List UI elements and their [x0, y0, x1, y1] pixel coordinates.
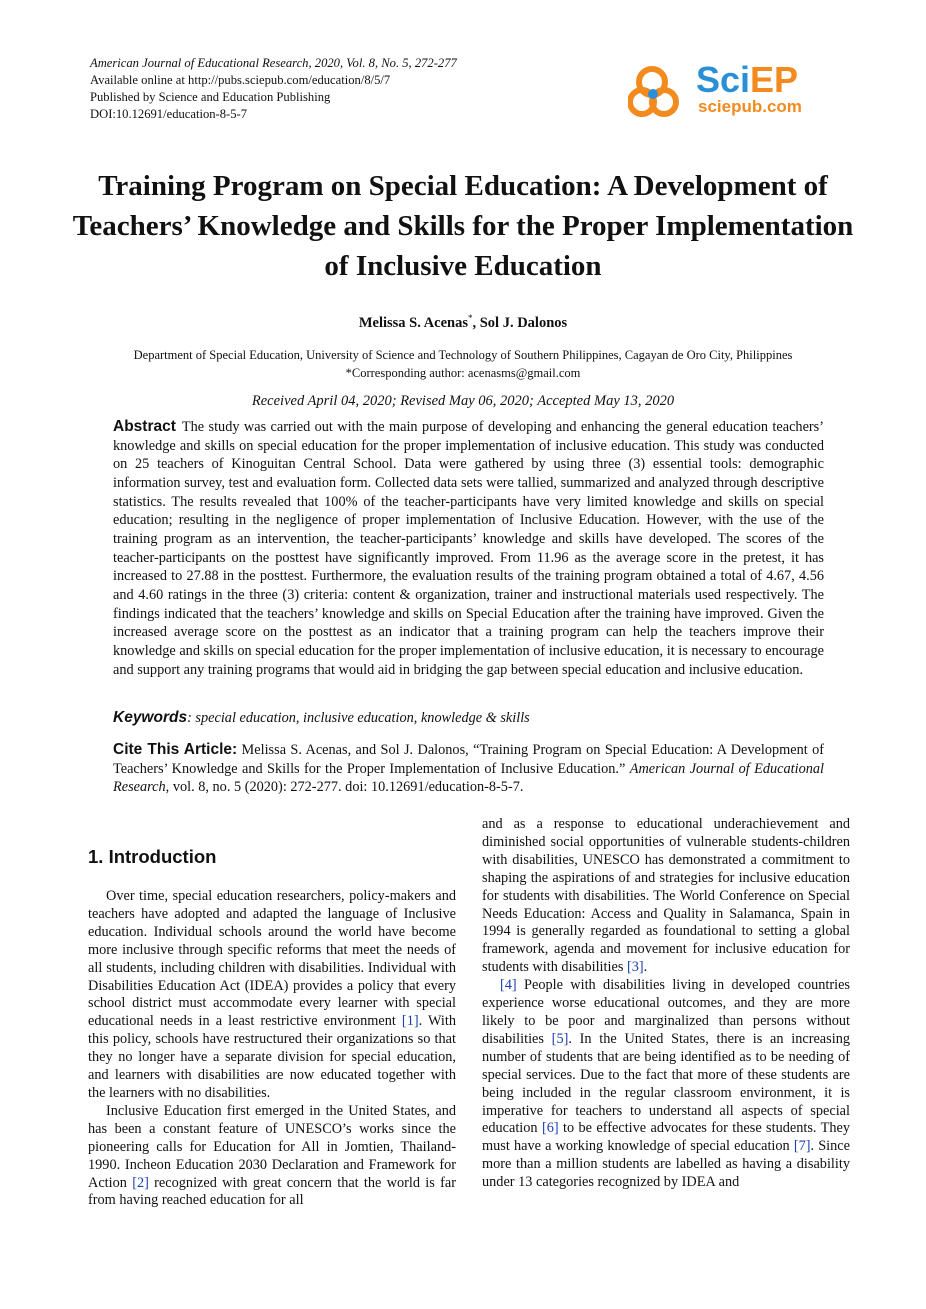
right-column [482, 816, 850, 1192]
author-1[interactable]: Melissa S. Acenas [358, 314, 468, 331]
intro-paragraph-3: and as a response to educational underachievement and diminished social opportunities of vulnerable students-children with disabilities, UNESCO has demonstrated a commitment to shaping the aspirations of and strategies for inclusive education for students with disabilities. The World Conference on Special Needs Education: Access and Quality in Salamanca, Spain in 1994 is generally regarded as foundational to setting a global framework, agenda and movement for inclusive education for students with disabilities [ 3 ] . [482, 816, 850, 977]
intro-paragraph-2: Inclusive Education first emerged in the United States, and has been a constant feature of UNESCO’s works since the pioneering calls for Education for All in Jomtien, Thailand-1990. Incheon Education 2030 Declaration and Framework for Action [ 2 ] recognized with great concern that the world is far from having reached education for all [88, 1103, 456, 1210]
logo-emblem-icon [630, 69, 676, 114]
cite-journal: American Journal of Educational Research [113, 760, 824, 796]
affiliation-block [60, 346, 866, 382]
journal-publisher: Published by Science and Education Publishing [90, 90, 331, 104]
citation-link[interactable]: [ 7 ] [794, 1138, 811, 1154]
citation-link[interactable]: [ 6 ] [542, 1120, 559, 1136]
citation-link[interactable]: [ 5 ] [552, 1031, 569, 1047]
abstract-text: The study was carried out with the main purpose of developing and enhancing the general education teachers’ knowledge and skills on special education for the proper implementation of inclusive education. This study was conducted on 25 teachers of Kinoguitan Central School. Data were gathered by using three (3) essential tools: demographic information survey, test and evaluation form. Collected data sets were tallied, summarized and analyzed through descriptive statistics. The results revealed that 100% of the teacher-participants have very limited knowledge and skills on special education; resulting in the negligence of proper implementation of Inclusive Education. However, with the use of the training program as an intervention, the teacher-participants’ knowledge and skills have developed. The scores of the teacher-participants on the posttest have significantly improved. From 11.96 as the average score in the pretest, it has increased to 27.88 in the posttest. Furthermore, the evaluation results of the training program obtained a total of 4.67, 4.56 and 4.60 ratings in the three (3) criteria: content & organization, trainer and instructional materials used respectively. The findings indicated that the teachers’ knowledge and skills on Special Education after the training have improved. Given the increased average score on the posttest as an indicator that a training program can help the teachers improve their knowledge and skills on special education for the proper implementation of inclusive education, it is necessary to encourage and support any training programs that would aid in bridging the gap between special education and inclusive education. [113, 419, 824, 678]
citation-link[interactable]: [ 2 ] [132, 1175, 149, 1191]
journal-citation: American Journal of Educational Research, 2020, Vol. 8, No. 5, 272-277 [90, 56, 457, 70]
corresponding-author: *Corresponding author: acenasms@gmail.com [345, 366, 581, 380]
intro-paragraph-1: Over time, special education researchers, policy-makers and teachers have adopted and adapted the language of Inclusive education. Individual schools around the world have become more inclusive through specific reforms that meet the needs of all students, including children with disabilities. Individual with Disabilities Education Act (IDEA) provides a policy that every school district must accommodate every learner with special educational needs in a least restrictive environment [ 1 ] . With this policy, schools have restructured their organizations so that they no longer have a separate division for special education, and learners with disabilities are now educated together with the learners with no disabilities. [88, 888, 456, 1103]
received-dates: Received April 04, 2020; Revised May 06, 2020; Accepted May 13, 2020 [251, 393, 675, 409]
affiliation: Department of Special Education, University of Science and Technology of Southern Philippines, Cagayan de Oro City, Philippines [133, 348, 793, 362]
citation-link[interactable]: [ 1 ] [402, 1013, 419, 1029]
svg-text:SciEP: SciEP [696, 59, 799, 100]
section-heading-introduction: 1. Introduction [88, 846, 217, 867]
abstract-heading: Abstract [113, 418, 176, 435]
cite-details: , vol. 8, no. 5 (2020): 272-277. doi: 10.12691/education-8-5-7. [165, 779, 524, 796]
author-2[interactable]: , Sol J. Dalonos [472, 314, 568, 331]
cite-text: Melissa S. Acenas, and Sol J. Dalonos, “Training Program on Special Education: A Development of Teachers’ Knowledge and Skills for the Proper Implementation of Inclusive Education.” [113, 742, 824, 777]
keywords-colon: : [187, 710, 192, 726]
left-column [88, 888, 456, 1210]
journal-header [90, 55, 457, 123]
keywords-text: special education, inclusive education, knowledge & skills [191, 710, 530, 726]
citation-link[interactable]: [ 4 ] [500, 977, 517, 993]
keywords-heading: Keywords [113, 709, 188, 726]
journal-doi: DOI:10.12691/education-8-5-7 [90, 107, 248, 121]
page-title: Training Program on Special Education: A Development of Teachers’ Knowledge and Skills for the Proper Implementation of Inclusive Education [72, 170, 854, 282]
journal-url[interactable]: Available online at http://pubs.sciepub.com/education/8/5/7 [90, 73, 391, 87]
keywords [113, 709, 824, 727]
logo-url: sciepub.com [698, 97, 802, 116]
cite-heading: Cite This Article: [113, 741, 238, 758]
cite-this-article [113, 741, 824, 797]
abstract [113, 418, 824, 679]
intro-paragraph-4: [ 4 ] People with disabilities living in developed countries experience worse educational outcomes, and they are more likely to be poor and marginalized than persons without disabilities [ 5 ] . In the United States, there is an increasing number of students that are being identified as to be needing of special services. Due to the fact that more of these students are being included in the regular classroom environment, it is imperative for teachers to understand all aspects of special education [ 6 ] to be effective advocates for these students. They must have a working knowledge of special education [ 7 ] . Since more than a million students are labelled as having a disability under 13 categories recognized by IDEA and [482, 977, 850, 1192]
sciep-logo [628, 56, 858, 126]
authors [60, 313, 866, 332]
citation-link[interactable]: [ 3 ] [627, 959, 644, 975]
corresponding-mark: * [467, 313, 473, 323]
